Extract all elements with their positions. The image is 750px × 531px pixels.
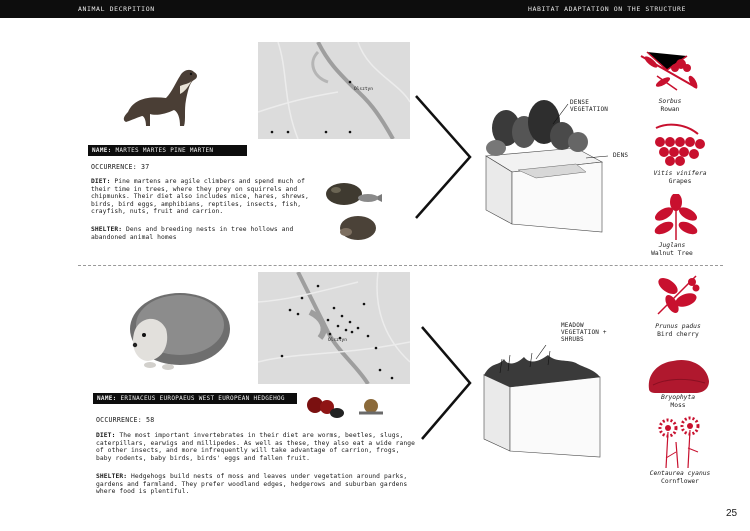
- plant-latin-name: Sorbus: [658, 98, 682, 105]
- occurrence-dot: [287, 131, 290, 134]
- plant-label-rowan: [620, 98, 720, 114]
- mole-icon: [340, 216, 376, 240]
- diet-label: DIET:: [91, 178, 111, 185]
- plant-latin-name: Vitis vinifera: [653, 170, 707, 177]
- prey-collage-cherry-beetle-snail: [305, 391, 385, 427]
- callout-dens: DENS: [613, 152, 629, 159]
- diet-text: Pine martens are agile climbers and spend much of their time in trees, where they prey on squirrels and chipmunks. Their diet also includes mice, hares, shrews, birds, bird eggs, amphibians, reptiles, insects, fish, crayfish, nuts, fruit and carrion.: [91, 178, 309, 216]
- page-number: 25: [726, 508, 738, 519]
- occurrence-dot: [341, 315, 344, 318]
- moss-plant-illustration: [645, 355, 713, 395]
- hedgehog-shelter: [96, 473, 416, 496]
- plant-latin-name: Prunus padus: [655, 323, 701, 330]
- pine-marten-diet: [91, 178, 313, 216]
- map-rivers: [258, 42, 410, 139]
- name-label: NAME:: [97, 395, 117, 402]
- diet-text: The most important invertebrates in their diet are worms, beetles, slugs, caterpillars, earwigs and millipedes. As well as these, they also eat a wide range of other insects, and more infrequently will take advantage of carrion, frogs, baby rodents, baby birds, birds' eggs and fallen fruit.: [96, 432, 416, 462]
- walnut-plant-illustration: [652, 194, 702, 242]
- shelter-text: Hedgehogs build nests of moss and leaves under vegetation around parks, gardens and farmland. They prefer woodland edges, hedgerows and suburban gardens where food is plentiful.: [96, 473, 408, 496]
- beetle-icon: [330, 408, 344, 418]
- plant-common-name: Cornflower: [661, 478, 699, 485]
- map-city-label: Olsztyn: [328, 338, 347, 343]
- plant-label-walnut: [622, 242, 722, 258]
- occurrence-dot: [327, 319, 330, 322]
- frog-icon: [326, 183, 362, 205]
- pine-marten-shelter: [91, 226, 313, 241]
- occurrence-dot: [375, 347, 378, 350]
- section-divider: [78, 265, 723, 266]
- plant-common-name: Moss: [670, 402, 686, 409]
- species-name: ERINACEUS EUROPAEUS WEST EUROPEAN HEDGEHOG: [120, 395, 285, 402]
- occurrence-dot: [357, 327, 360, 330]
- chevron-arrow-icon: [418, 323, 476, 443]
- habitat-structure-meadow-vegetation: [478, 345, 618, 475]
- section-title-right: HABITAT ADAPTATION ON THE STRUCTURE: [528, 5, 686, 13]
- species-name: MARTES MARTES PINE MARTEN: [115, 147, 214, 154]
- pine-marten-occurrence-map: [258, 42, 410, 139]
- occurrence-dot: [351, 331, 354, 334]
- occurrence-dot: [317, 285, 320, 288]
- occurrence-dot: [379, 369, 382, 372]
- plant-latin-name: Bryophyta: [660, 394, 696, 401]
- occurrence-dot: [297, 313, 300, 316]
- chevron-arrow-icon: [412, 92, 476, 222]
- plant-common-name: Rowan: [660, 106, 680, 113]
- pine-marten-name-bar: [88, 145, 247, 156]
- shelter-label: SHELTER:: [96, 473, 128, 480]
- occurrence-dot: [281, 355, 284, 358]
- plant-label-cornflower: [630, 470, 730, 486]
- snail-icon: [364, 399, 378, 413]
- grapes-plant-illustration: [646, 120, 708, 168]
- bird-cherry-plant-illustration: [652, 270, 702, 320]
- plant-label-moss: [628, 394, 728, 410]
- occurrence-dot: [325, 131, 328, 134]
- occurrence-dot: [363, 303, 366, 306]
- shelter-label: SHELTER:: [91, 226, 123, 233]
- occurrence-dot: [329, 333, 332, 336]
- map-city-label: Olsztyn: [354, 87, 373, 92]
- pine-marten-photo: [120, 60, 205, 130]
- plant-latin-name: Juglans: [658, 242, 686, 249]
- hedgehog-diet: [96, 432, 416, 462]
- occurrence-dot: [391, 377, 394, 380]
- cornflower-plant-illustration: [648, 412, 710, 470]
- plant-label-grapes: [630, 170, 730, 186]
- occurrence-dot: [301, 297, 304, 300]
- occurrence-dot: [289, 309, 292, 312]
- callout-meadow-vegetation: MEADOW VEGETATION + SHRUBS: [561, 322, 607, 343]
- section-title-left: ANIMAL DECRPITION: [78, 5, 155, 13]
- plant-common-name: Grapes: [668, 178, 692, 185]
- occurrence-dot: [367, 335, 370, 338]
- occurrence-dot: [333, 307, 336, 310]
- plant-label-bird-cherry: [628, 323, 728, 339]
- callout-dense-vegetation: DENSE VEGETATION: [570, 99, 609, 113]
- map-rivers: [258, 272, 410, 384]
- occurrence-dot: [349, 321, 352, 324]
- name-label: NAME:: [92, 147, 112, 154]
- hedgehog-name-bar: [93, 393, 297, 404]
- plant-latin-name: Centaurea cyanus: [649, 470, 711, 477]
- hedgehog-occurrence: OCCURRENCE: 58: [96, 416, 155, 424]
- habitat-structure-dense-vegetation: [478, 92, 628, 242]
- occurrence-dot: [349, 131, 352, 134]
- shelter-text: Dens and breeding nests in tree hollows and abandoned animal homes: [91, 226, 294, 241]
- occurrence-dot: [345, 329, 348, 332]
- occurrence-dot: [349, 81, 352, 84]
- pine-marten-occurrence: OCCURRENCE: 37: [91, 163, 150, 171]
- occurrence-dot: [337, 325, 340, 328]
- plant-common-name: Walnut Tree: [651, 250, 693, 257]
- occurrence-dot: [271, 131, 274, 134]
- prey-collage-frog-fish-mole: [316, 176, 390, 244]
- rowan-plant-illustration: [637, 46, 701, 96]
- diet-label: DIET:: [96, 432, 116, 439]
- top-header-bar: [0, 0, 750, 18]
- plant-common-name: Bird cherry: [657, 331, 699, 338]
- hedgehog-photo: [108, 283, 233, 378]
- hedgehog-occurrence-map: [258, 272, 410, 384]
